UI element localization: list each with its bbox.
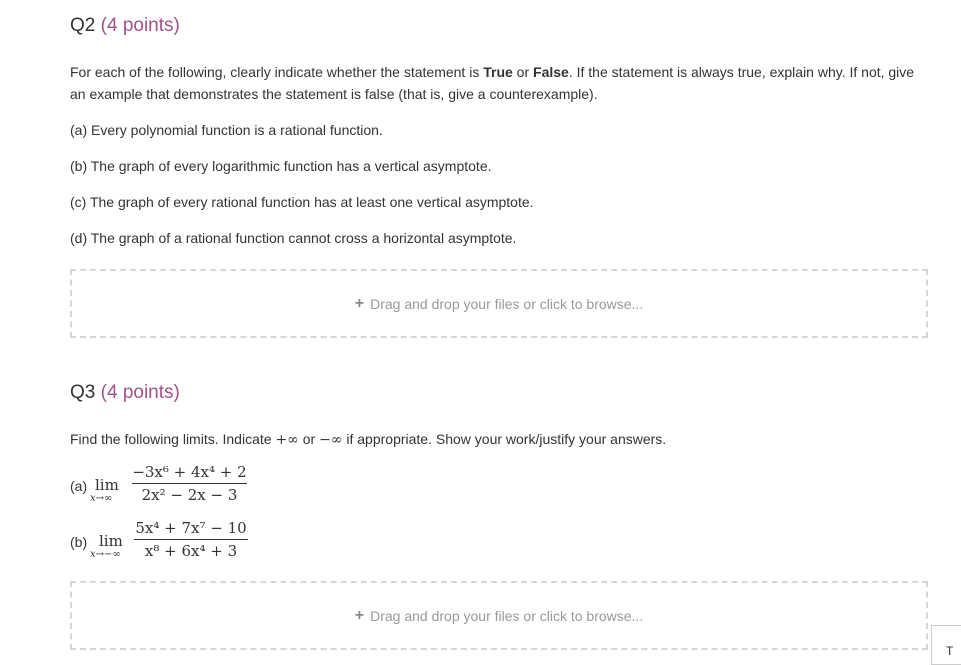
q3-part-b-subscript: x→−∞ — [90, 549, 121, 560]
q3-part-a-denominator: 2x² − 2x − 3 — [141, 486, 238, 504]
q3-part-b-label: (b) — [70, 534, 88, 550]
q3-instructions — [70, 428, 926, 451]
q3-file-upload-dropzone[interactable] — [70, 581, 928, 650]
q2-intro-part2: or — [512, 64, 534, 80]
q3-heading — [70, 382, 180, 404]
fraction-bar — [132, 483, 247, 484]
q2-file-upload-dropzone[interactable] — [70, 269, 928, 338]
q3-part-b-denominator: x⁸ + 6x⁴ + 3 — [144, 542, 238, 560]
q3-intro-plus-infinity: +∞ — [275, 432, 299, 448]
q2-upload-label: Drag and drop your files or click to browse... — [370, 295, 644, 312]
q3-part-a-subscript: x→∞ — [90, 493, 113, 504]
q3-intro-part1: Find the following limits. Indicate — [70, 431, 276, 447]
q2-item-b: (b) The graph of every logarithmic function has a vertical asymptote. — [70, 158, 492, 174]
q3-points: (4 points) — [100, 382, 180, 403]
q2-intro-part1: For each of the following, clearly indicate whether the statement is — [70, 64, 484, 80]
q3-part-b-numerator: 5x⁴ + 7x⁷ − 10 — [135, 519, 247, 537]
q3-upload-label: Drag and drop your files or click to browse... — [370, 607, 644, 624]
q2-item-a: (a) Every polynomial function is a rational function. — [70, 122, 383, 138]
fraction-bar — [134, 539, 248, 540]
q2-instructions — [70, 61, 926, 105]
q3-part-b-fraction — [134, 519, 248, 560]
q3-part-a-fraction — [132, 463, 247, 504]
q2-intro-part3: . If the statement is always true, explain why. If not, give an example that demonstrates the statement is false (that is, give a counterexample). — [70, 64, 915, 102]
q2-item-d: (d) The graph of a rational function cannot cross a horizontal asymptote. — [70, 230, 517, 246]
q3-intro-minus-infinity: −∞ — [319, 432, 343, 448]
q2-item-c: (c) The graph of every rational function has at least one vertical asymptote. — [70, 194, 534, 210]
q3-part-a-lim: lim — [95, 476, 119, 494]
q2-intro-false: False — [533, 64, 569, 80]
q3-title: Q3 — [70, 382, 96, 403]
q3-part-a-label: (a) — [70, 478, 88, 494]
corner-panel-tab[interactable]: T — [931, 625, 961, 665]
plus-icon: + — [354, 294, 365, 312]
q2-points: (4 points) — [100, 15, 180, 36]
q3-part-b-lim: lim — [99, 532, 123, 550]
plus-icon: + — [354, 606, 365, 624]
q2-heading — [70, 15, 180, 37]
q2-intro-true: True — [483, 64, 513, 80]
q2-title: Q2 — [70, 15, 96, 36]
q3-part-a-numerator: −3x⁶ + 4x⁴ + 2 — [132, 463, 247, 481]
q3-intro-part3: if appropriate. Show your work/justify your answers. — [342, 431, 667, 447]
q3-intro-part2: or — [298, 431, 320, 447]
